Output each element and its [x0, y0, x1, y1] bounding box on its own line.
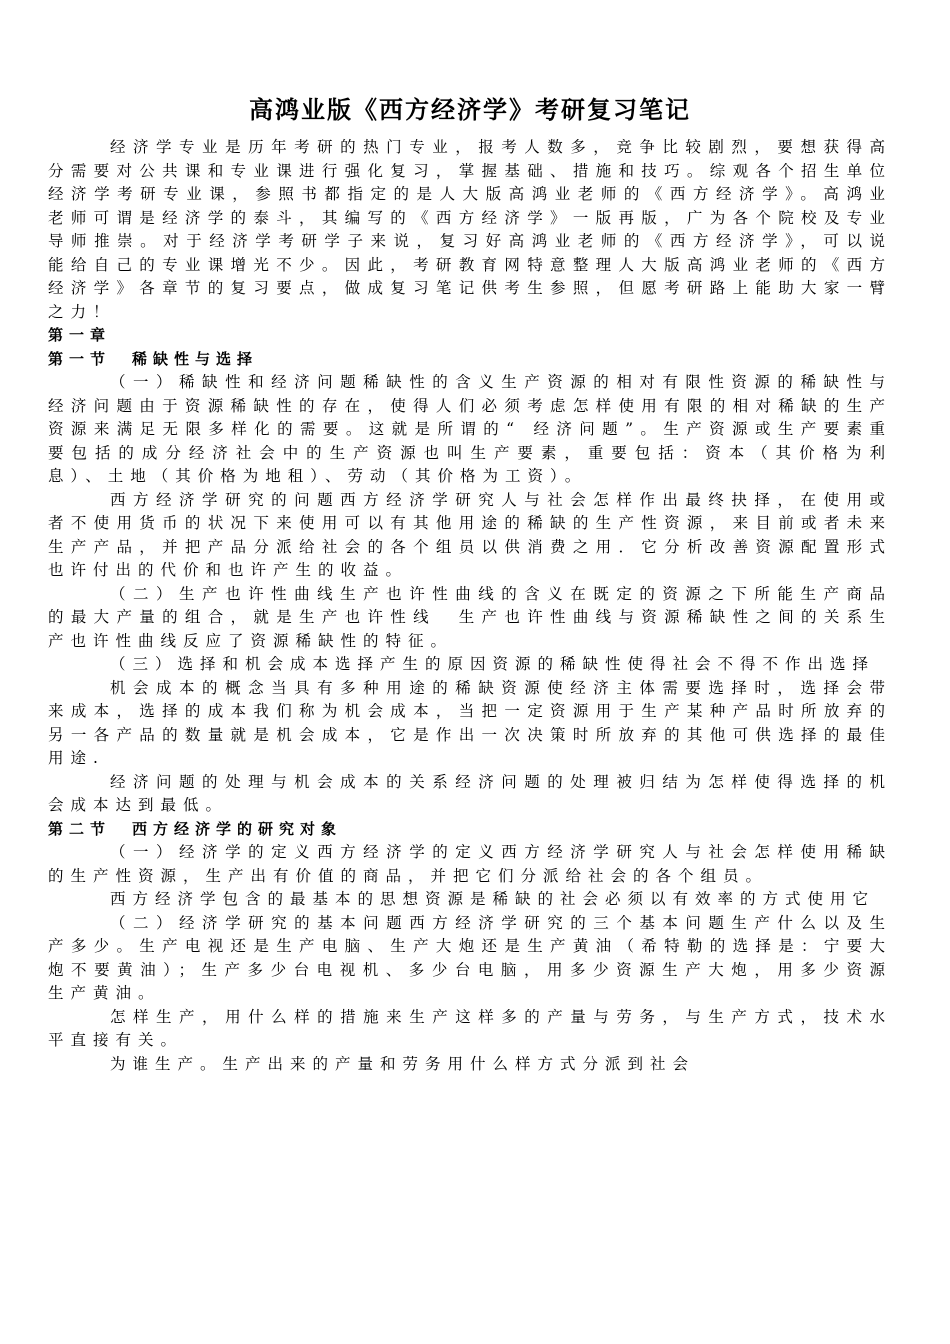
paragraph: （三）选择和机会成本选择产生的原因资源的稀缺性使得社会不得不作出选择	[110, 655, 876, 673]
paragraph: 西方经济学包含的最基本的思想资源是稀缺的社会必须以有效率的方式使用它	[110, 890, 876, 908]
paragraph: （一）经济学的定义西方经济学的定义西方经济学研究人与社会怎样使用稀缺的生产性资源，生产出有价值的商品，并把它们分派给社会的各个组员。	[48, 843, 892, 885]
paragraph: （二）经济学研究的基本问题西方经济学研究的三个基本问题生产什么以及生产多少。生产电视还是生产电脑、生产大炮还是生产黄油（希特勒的选择是：宁要大炮不要黄油）；生产多少台电视机、多少台电脑，用多少资源生产大炮，用多少资源生产黄油。	[48, 913, 892, 1002]
section-heading: 第一章	[48, 326, 112, 344]
paragraph: （一）稀缺性和经济问题稀缺性的含义生产资源的相对有限性资源的稀缺性与经济问题由于资源稀缺性的存在，使得人们必须考虑怎样使用有限的相对稀缺的生产资源来满足无限多样化的需要。这就是所谓的“ 经济问题”。生产资源或生产要素重要包括的成分经济社会中的生产资源也叫生产要素，重要包括：资本（其价格为利息）、土地（其价格为地租）、劳动（其价格为工资）。	[48, 373, 892, 485]
document-body	[48, 136, 892, 1076]
paragraph: 西方经济学研究的问题西方经济学研究人与社会怎样作出最终抉择，在使用或者不使用货币的状况下来使用可以有其他用途的稀缺的生产性资源，来目前或者未来生产产品，并把产品分派给社会的各个组员以供消费之用．它分析改善资源配置形式也许付出的代价和也许产生的收益。	[48, 490, 892, 579]
paragraph: 经济问题的处理与机会成本的关系经济问题的处理被归结为怎样使得选择的机会成本达到最低。	[48, 772, 892, 814]
section-heading: 第一节 稀缺性与选择	[48, 349, 259, 368]
section-heading: 第二节 西方经济学的研究对象	[48, 819, 343, 838]
paragraph: 怎样生产，用什么样的措施来生产这样多的产量与劳务，与生产方式，技术水平直接有关。	[48, 1007, 892, 1049]
paragraph: 机会成本的概念当具有多种用途的稀缺资源使经济主体需要选择时，选择会带来成本，选择的成本我们称为机会成本，当把一定资源用于生产某种产品时所放弃的另一各产品的数量就是机会成本，它是作出一次决策时所放弃的其他可供选择的最佳用途.	[48, 678, 892, 767]
document-title: 高鸿业版《西方经济学》考研复习笔记	[249, 96, 691, 124]
paragraph: （二）生产也许性曲线生产也许性曲线的含义在既定的资源之下所能生产商品的最大产量的组合，就是生产也许性线 生产也许性曲线与资源稀缺性之间的关系生产也许性曲线反应了资源稀缺性的特征。	[48, 584, 892, 650]
paragraph: 为谁生产。生产出来的产量和劳务用什么样方式分派到社会	[110, 1054, 696, 1073]
paragraph: 经济学专业是历年考研的热门专业，报考人数多，竞争比较剧烈，要想获得高分需要对公共课和专业课进行强化复习，掌握基础、措施和技巧。综观各个招生单位经济学考研专业课，参照书都指定的是人大版高鸿业老师的《西方经济学》。高鸿业老师可谓是经济学的泰斗，其编写的《西方经济学》一版再版，广为各个院校及专业导师推崇。对于经济学考研学子来说，复习好高鸿业老师的《西方经济学》，可以说能给自己的专业课增光不少。因此，考研教育网特意整理人大版高鸿业老师的《西方经济学》各章节的复习要点，做成复习笔记供考生参照，但愿考研路上能助大家一臂之力！	[48, 138, 892, 321]
